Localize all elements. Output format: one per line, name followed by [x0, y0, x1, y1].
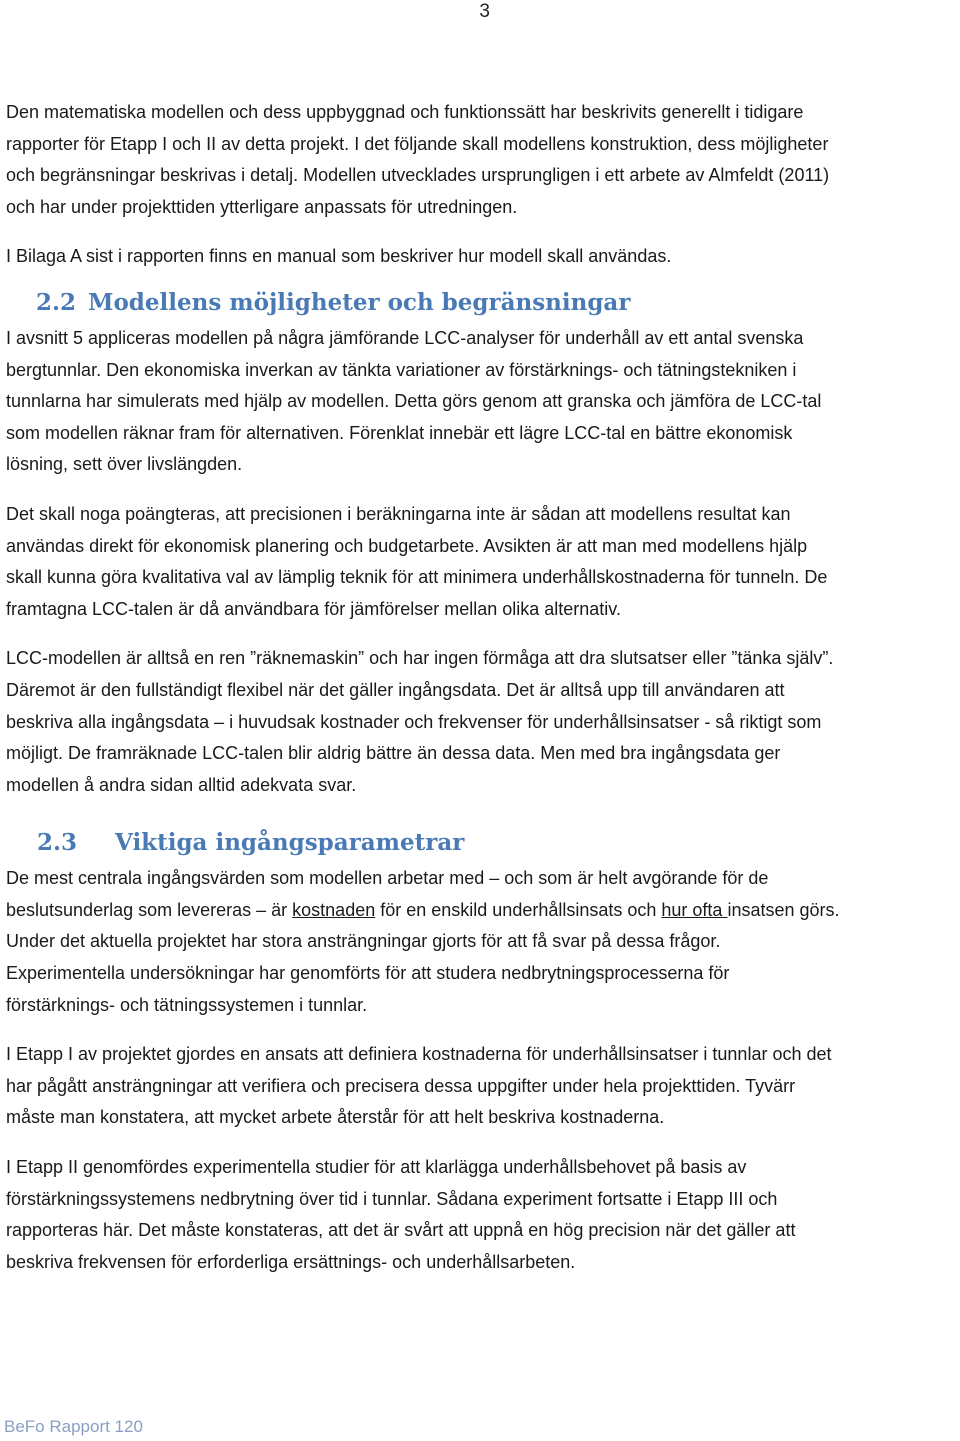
section-heading-2-3: [6, 823, 952, 863]
section-number: 2.3: [37, 829, 78, 857]
paragraph-etapp-2: [6, 1152, 952, 1278]
footer-report-label: BeFo Rapport 120: [4, 1417, 143, 1436]
text-line: I Etapp II genomfördes experimentella studier för att klarlägga underhållsbehovet på basis av: [6, 1157, 747, 1178]
text-line: Under det aktuella projektet har stora ansträngningar gjorts för att få svar på dessa frågor.: [6, 931, 721, 952]
text-line: beskriva alla ingångsdata – i huvudsak kostnader och frekvenser för underhållsinsatser - så riktigt som: [6, 711, 822, 732]
text-segment: för en enskild underhållsinsats och: [375, 899, 662, 920]
underlined-term-frequency: hur ofta: [661, 899, 728, 920]
text-line: Den matematiska modellen och dess uppbyggnad och funktionssätt har beskrivits generellt i tidigare: [6, 102, 804, 122]
section-number: 2.2: [36, 288, 77, 316]
text-line: har pågått ansträngningar att verifiera och precisera dessa uppgifter under hela projekttiden. Tyvärr: [6, 1075, 796, 1096]
text-line: förstärknings- och tätningssystemen i tunnlar.: [6, 994, 368, 1015]
text-line: framtagna LCC-talen är då användbara för jämförelser mellan olika alternativ.: [6, 598, 621, 619]
section-title: Modellens möjligheter och begränsningar: [88, 288, 631, 316]
text-line: rapporter för Etapp I och II av detta projekt. I det följande skall modellens konstruktion, dess möjligheter: [6, 133, 829, 154]
text-segment: beslutsunderlag som levereras – är: [6, 899, 293, 920]
text-line: LCC-modellen är alltså en ren ”räknemaskin” och har ingen förmåga att dra slutsatser eller ”tänka själv”.: [6, 648, 834, 669]
text-segment: insatsen görs.: [727, 899, 840, 920]
text-line: I avsnitt 5 appliceras modellen på några jämförande LCC-analyser för underhåll av ett antal svenska: [6, 327, 804, 348]
text-line: modellen å andra sidan alltid adekvata svar.: [6, 774, 357, 795]
text-line: Däremot är den fullständigt flexibel när det gäller ingångsdata. Det är alltså upp till användaren att: [6, 679, 785, 700]
document-body: [6, 97, 952, 1278]
text-line: skall kunna göra kvalitativa val av lämplig teknik för att minimera underhållskostnaderna för tunneln. De: [6, 567, 828, 588]
paragraph-intro: [6, 97, 952, 223]
section-title: Viktiga ingångsparametrar: [115, 829, 465, 857]
text-line: och har under projekttiden ytterligare anpassats för utredningen.: [6, 196, 518, 217]
text-line: Experimentella undersökningar har genomförts för att studera nedbrytningsprocesserna för: [6, 963, 730, 984]
text-line: förstärkningssystemens nedbrytning över tid i tunnlar. Sådana experiment fortsatte i Etapp III och: [6, 1188, 778, 1209]
text-line: De mest centrala ingångsvärden som modellen arbetar med – och som är helt avgörande för de: [6, 868, 769, 889]
paragraph-lcc-model: [6, 643, 952, 801]
text-line: möjligt. De framräknade LCC-talen blir aldrig bättre än dessa data. Men med bra ingångsdata ger: [6, 743, 781, 764]
section-heading-2-2: [6, 283, 952, 323]
text-line: I Bilaga A sist i rapporten finns en manual som beskriver hur modell skall användas.: [6, 246, 672, 267]
underlined-term-cost: kostnaden: [292, 899, 376, 920]
text-line: lösning, sett över livslängden.: [6, 454, 243, 475]
text-line: måste man konstatera, att mycket arbete återstår för att helt beskriva kostnaderna.: [6, 1107, 665, 1128]
paragraph-etapp-1: [6, 1039, 952, 1134]
text-line: Det skall noga poängteras, att precisionen i beräkningarna inte är sådan att modellens resultat kan: [6, 503, 791, 524]
page-number: 3: [479, 1, 490, 22]
text-line: beskriva frekvensen för erforderliga ersättnings- och underhållsarbeten.: [6, 1251, 576, 1272]
text-line: och begränsningar beskrivas i detalj. Modellen utvecklades ursprungligen i ett arbete av Almfeldt (2011): [6, 165, 830, 186]
text-line: rapporteras här. Det måste konstateras, att det är svårt att uppnå en hög precision när det gäller att: [6, 1220, 796, 1241]
text-line: [6, 895, 952, 927]
text-line: som modellen räknar fram för alternativen. Förenklat innebär ett lägre LCC-tal en bättre ekonomisk: [6, 422, 793, 443]
paragraph-avsnitt: [6, 323, 952, 481]
text-line: I Etapp I av projektet gjordes en ansats att definiera kostnaderna för underhållsinsatser i tunnlar och det: [6, 1044, 832, 1065]
paragraph-precision: [6, 499, 952, 625]
paragraph-input-values: [6, 863, 952, 1021]
text-line: tunnlarna har simulerats med hjälp av modellen. Detta görs genom att granska och jämföra de LCC-tal: [6, 391, 822, 412]
text-line: användas direkt för ekonomisk planering och budgetarbete. Avsikten är att man med modellens hjälp: [6, 535, 808, 556]
text-line: bergtunnlar. Den ekonomiska inverkan av tänkta variationer av förstärknings- och tätningstekniken i: [6, 359, 797, 380]
paragraph-bilaga: [6, 241, 952, 273]
